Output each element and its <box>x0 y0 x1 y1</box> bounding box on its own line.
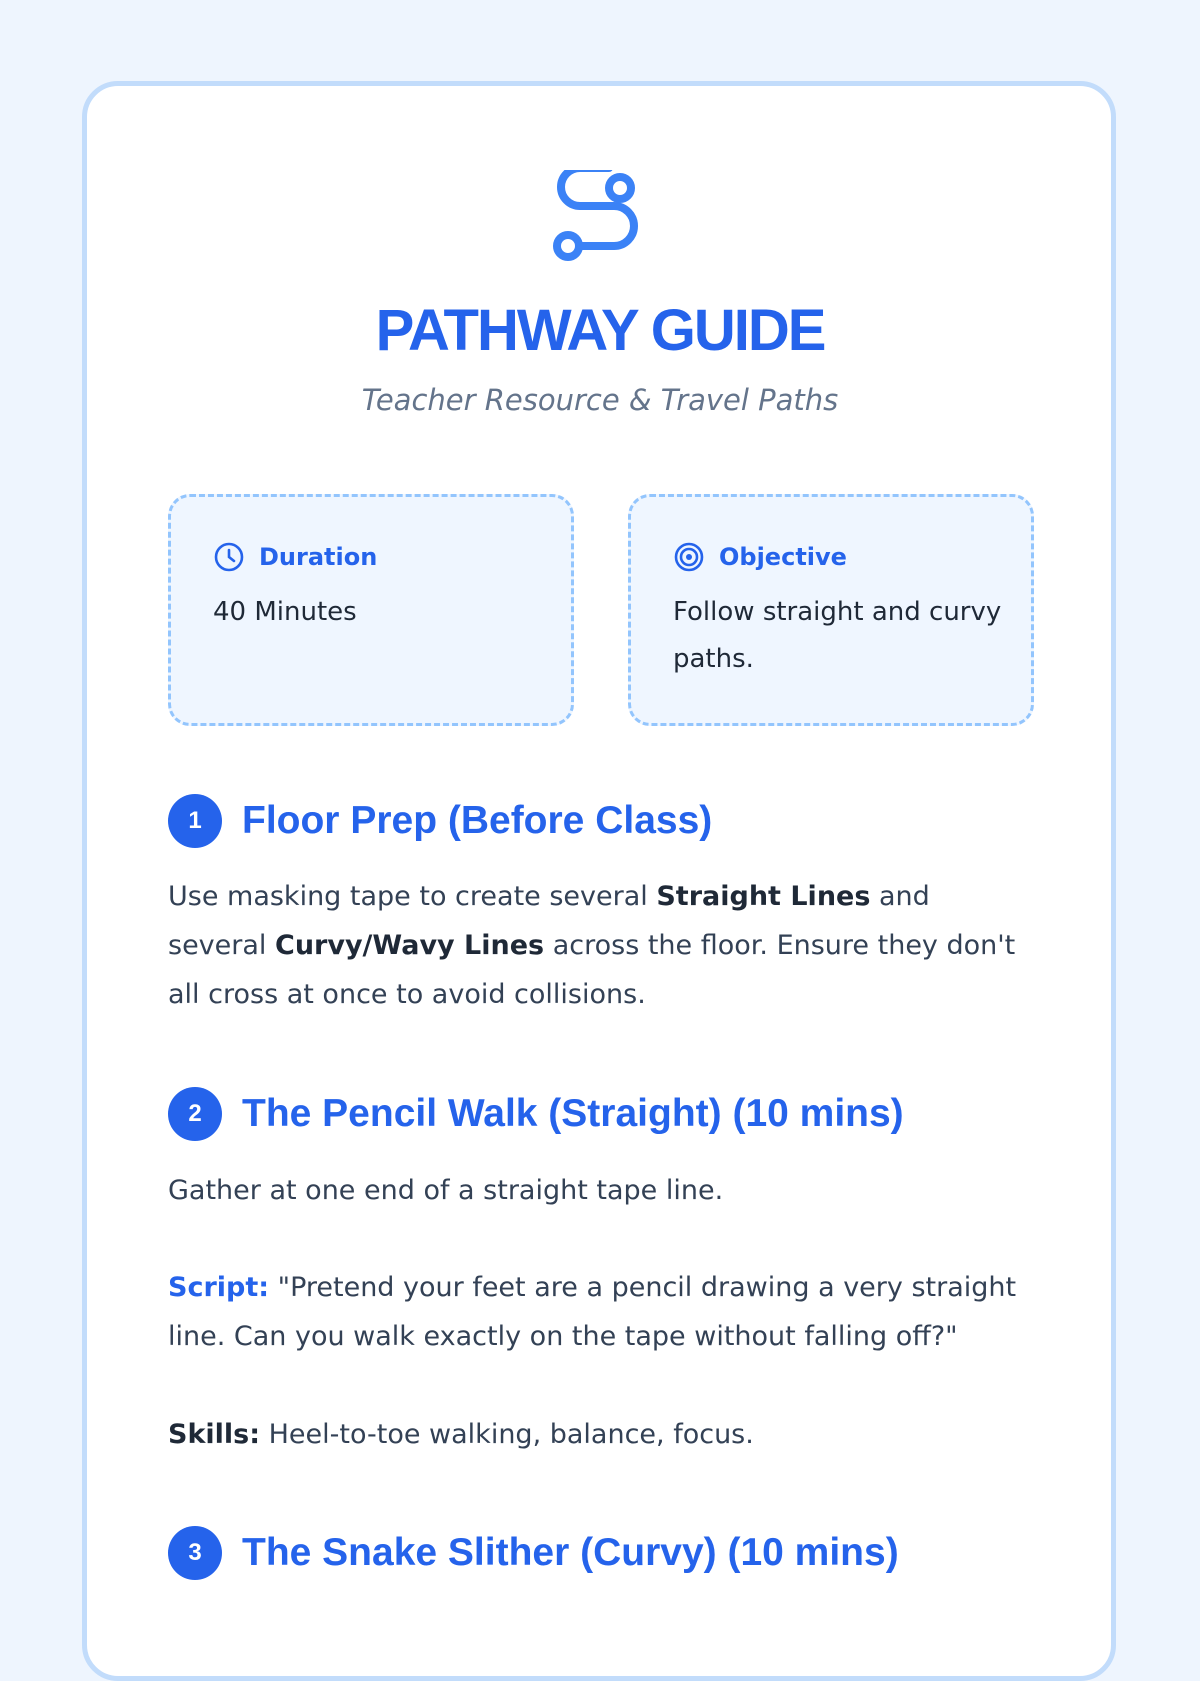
section-title: The Pencil Walk (Straight) (10 mins) <box>242 1092 904 1135</box>
objective-box <box>628 494 1034 726</box>
body-text: across the floor. Ensure they don't all cross at once to avoid collisions. <box>168 930 1016 1010</box>
section-2-skills <box>168 1410 1028 1459</box>
section-title: The Snake Slither (Curvy) (10 mins) <box>242 1531 899 1574</box>
section-2-script <box>168 1263 1028 1361</box>
target-icon <box>673 541 705 573</box>
skills-text: Heel-to-toe walking, balance, focus. <box>260 1419 754 1450</box>
script-text: "Pretend your feet are a pencil drawing a very straight line. Can you walk exactly on the tape without falling off?" <box>168 1272 1017 1352</box>
section-1-body <box>168 872 1028 1019</box>
page-subtitle: Teacher Resource & Travel Paths <box>361 383 839 417</box>
section-title: Floor Prep (Before Class) <box>242 799 713 842</box>
section-1-header <box>168 794 712 848</box>
clock-icon <box>213 541 245 573</box>
section-2-intro: Gather at one end of a straight tape line. <box>168 1175 724 1206</box>
duration-label: Duration <box>259 543 378 571</box>
step-number-badge: 2 <box>168 1087 222 1141</box>
duration-value: 40 Minutes <box>213 597 357 627</box>
step-number-badge: 1 <box>168 794 222 848</box>
page-title: PATHWAY GUIDE <box>375 298 825 363</box>
duration-box <box>168 494 574 726</box>
route-icon <box>550 170 650 270</box>
section-3-header <box>168 1526 899 1580</box>
script-label: Script: <box>168 1272 270 1303</box>
step-number-badge: 3 <box>168 1526 222 1580</box>
body-text: Use masking tape to create several <box>168 881 657 912</box>
objective-label: Objective <box>719 543 847 571</box>
skills-label: Skills: <box>168 1419 261 1450</box>
bold-text: Curvy/Wavy Lines <box>275 930 545 961</box>
section-2-header <box>168 1087 904 1141</box>
objective-value: Follow straight and curvy paths. <box>673 597 1002 674</box>
bold-text: Straight Lines <box>656 881 871 912</box>
body-text: and several <box>168 881 930 961</box>
